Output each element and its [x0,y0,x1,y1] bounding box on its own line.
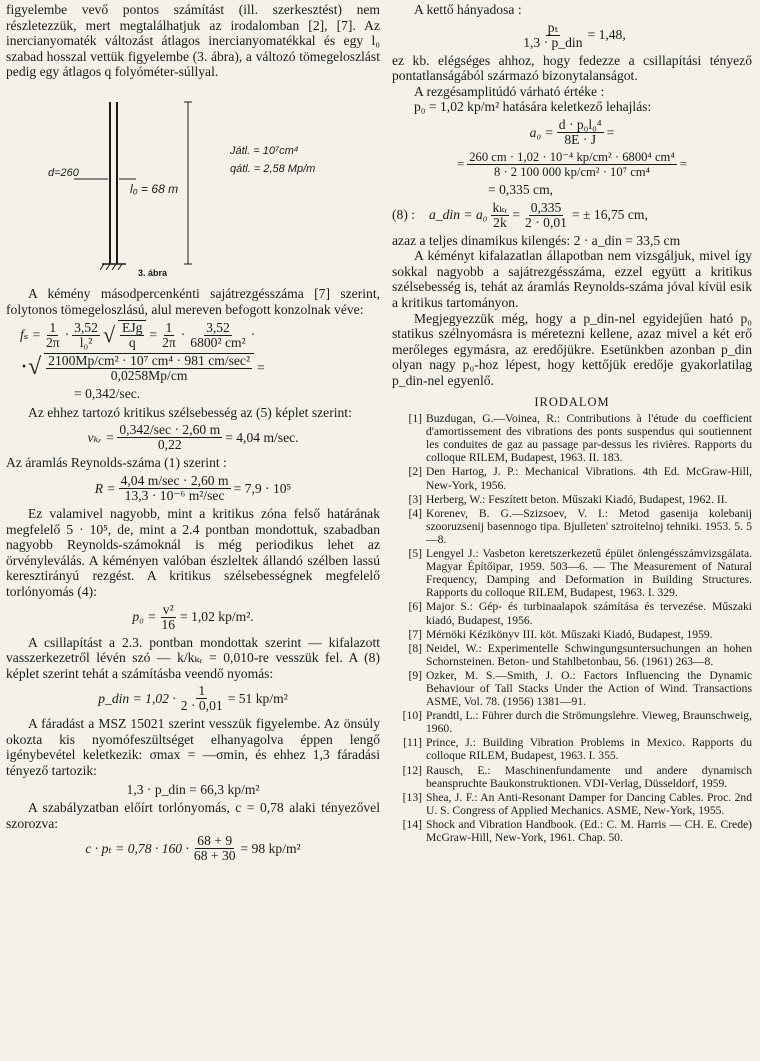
equation-fs: fₛ = $\frac{1}{2\pi}$ · $\frac{3,52}{\text{l₀²}}$ √ $\frac{\text{EJg}}{q}$ = $\frac{1}{2\pi}$ · $\frac{3,52}{\text{6800² cm²}}$ · [20,319,256,351]
reference-number: [1] [408,412,422,426]
inertia-label: Játl. = 10⁷cm⁴ [230,144,299,157]
equation-a0: a₀ = $\frac{\text{d · p₀l₀⁴}}{8E \cdot J}$ = [529,116,615,147]
reference-number: [9] [408,668,422,682]
reference-text: Buzdugan, G.—Voinea, R.: Contributions à l'étude du coefficient d'amortissement des vibrations des ponts suspendus qui soutiennent les conduites de gaz au passage par-dessus les rivières. Rapports du colloque RILEM, Budapest, 1963. II. 183. [426,412,752,465]
equation-cpt: c · pₜ = 0,78 · 160 · $\frac{68 + 9}{68 + 30}$ = 98 kp/m² [85,833,301,864]
weight-label: qátl. = 2,58 Mp/m [230,162,316,175]
reference-item [392,764,752,790]
figure-3 [6,84,380,280]
equation-a0-expanded: = $\frac{\text{260 cm · 1,02 · 10⁻⁴ kp/cm² · 6800⁴ cm⁴}}{\text{8 · 2 100 000 kp/cm² · 10⁷ cm⁴}}$ = [457,149,687,179]
equation-result: = 0,342/sec. [74,386,141,402]
reference-item [392,642,752,668]
paragraph-standard: A szabályzatban előírt torlónyomás, c = 0,78 alaki tényezővel szorozva: [6,800,380,831]
reference-item [392,736,752,762]
references-list [392,412,752,844]
reference-text: Shea, J. F.: An Anti-Resonant Damper for Dancing Cables. Proc. 2nd U. S. Congress of Applied Mechanics. ASME, New-York, 1955. [426,790,752,817]
paragraph-damping: A csillapítást a 2.3. pontban mondottak szerint — kifalazott vasszerkezetről lévén szó — k/kₖᵣ = 0,010-re vesszük fel. A (8) képlet szerint tehát a számításba veendő nyomás: [6,634,380,681]
cantilever-diagram [6,84,380,280]
reference-number: [13] [402,790,422,804]
reference-text: Rausch, E.: Maschinenfundamente und andere dynamisch beanspruchte Baukonstruktionen. VDI-Verlag, Düsseldorf, 1959. [426,763,752,790]
reference-number: [8] [408,641,422,655]
reference-text: Den Hartog, J. P.: Mechanical Vibrations. 4th Ed. McGraw-Hill, New-York, 1956. [426,465,752,492]
reference-number: [6] [408,600,422,614]
paragraph-intro: figyelembe vevő pontos számítást (ill. szerkesztést) nem részletezzük, mert megtalálhatjuk az irodalomban [2], [7]. Az inercianyomaték változást átlagos inercianyomatékkal és egy l₀ szabad hosszal vettük figyelembe (3. ábra), a változó tömegeloszlást pedig egy átlagos q folyóméter-súllyal. [6,2,380,80]
reference-text: Neidel, W.: Experimentelle Schwingungsuntersuchungen an hohen Schornsteinen. Beton- und Stahlbetonbau, 56. (1961) 263—8. [426,641,752,668]
paragraph-ratio: A kettő hányadosa : [414,2,522,17]
reference-text: Korenev, B. G.—Szizsoev, V. I.: Metod gasenija kolebanij szooruzsenij basennogo tipa. Bjulleten' sztroitelnoj tehniki. 1953. 5. 5—8. [426,506,752,546]
reference-text: Prince, J.: Building Vibration Problems in Mexico. Rapports du colloque RILEM, Budapest, 1963. I. 355. [426,736,752,763]
equation-a0-result: = 0,335 cm, [488,181,554,197]
paragraph-note: Megjegyezzük még, hogy a p_din-nel egyidejűen ható p₀ statikus szélnyomásra is méretezni kellene, azaz mivel a két erő merőleges egymásra, az eredőjükre. Esetünkben azonban p_din olyan nagy p₀-hoz lépest, hogy kettőjük eredője gyakorlatilag p_din-nel egyenlő. [392,310,752,388]
reference-item [392,493,752,506]
paragraph-reynolds: Az áramlás Reynolds-száma (1) szerint : [6,455,227,471]
reference-item [392,669,752,708]
reference-text: Mérnöki Kézikönyv III. köt. Műszaki Kiadó, Budapest, 1959. [426,627,713,641]
reference-number: [2] [408,465,422,479]
right-column [392,2,752,845]
reference-item [392,628,752,641]
reference-text: Herberg, W.: Feszített beton. Műszaki Kiadó, Budapest, 1962. II. [426,492,728,506]
paragraph-amplitude: A rezgésamplitúdó várható értéke : [414,83,605,99]
references-title: IRODALOM [534,394,610,409]
reference-number: [5] [408,547,422,561]
reference-text: Ozker, M. S.—Smith, J. O.: Factors Influencing the Dynamic Behaviour of Tall Stacks Under the Action of Wind. Transactions ASME, Vol. 78. (1956) 1381—91. [426,668,752,709]
reference-number: [10] [402,709,422,723]
reference-number: [12] [402,763,422,777]
paragraph-fatigue: A fáradást a MSZ 15021 szerint vesszük figyelembe. Az önsúly okozta kis nyomófeszültséget elhanyagolva éppen lengő igénybevétel keletkezik: σmax = —σmin, és ehhez 1,3 fáradási tényező tartozik: [6,716,380,779]
reference-text: Lengyel J.: Vasbeton keretszerkezetű épület önlengésszámvizsgálata. Magyar Építőipar, 1959. 503—6. — The Measurement of Natural Frequency, Damping and Deformation in Building Structures. Rapports du colloque RILEM, Budapest, 1963. I. 329. [426,547,752,600]
equation-adin: (8) : a_din = a₀ $\frac{\text{kₖᵣ}}{2k}$ = $\frac{0,335}{2 \cdot 0,01}$ = ± 16,75 cm, [392,199,648,230]
reference-text: Major S.: Gép- és turbinaalapok számítása és tervezése. Műszaki kiadó, Budapest, 1956. [426,600,752,627]
reference-text: Shock and Vibration Handbook. (Ed.: C. M. Harris — CH. E. Crede) McGraw-Hill, New-York, 1961. Chap. 50. [426,817,752,844]
reference-number: [4] [408,506,422,520]
equation-p0: p₀ = $\frac{\text{v²}}{16}$ = 1,02 kp/m². [132,601,254,632]
reference-number: [11] [403,736,422,750]
figure-caption: 3. ábra [138,267,168,278]
paragraph-zone: Ez valamivel nagyobb, mint a kritikus zóna felső határának megfelelő 5 · 10⁵, de, mint a 2.4 pontban mondottuk, szabadban nagyobb Reynolds-számoknál is még periodikus lehet az örvényleválás. A kéményen valóban észleltek állandó szélben lassú keresztirányú rezgést. A kritikus szélsebességnek megfelelő torlónyomás (4): [6,505,380,599]
paragraph-vkr: Az ehhez tartozó kritikus szélsebesség az (5) képlet szerint: [28,404,352,420]
left-column [6,2,380,866]
paragraph-ratio-2: ez kb. elégséges ahhoz, hogy fedezze a csillapítási tényező pontatlanságából származó bizonytalanságot. [392,52,752,84]
reference-item [392,818,752,844]
equation-ratio: $\frac{\text{pₜ}}{\text{1,3 · p\_din}}$ = 1,48, [523,19,626,50]
equation-sqrt: ·√ $\frac{\text{2100Mp/cm² · 10⁷ cm⁴ · 981 cm/sec²}}{0,0258Mp/cm}$ = [20,353,265,384]
reference-item [392,709,752,735]
reference-item [392,507,752,546]
equation-reynolds: R = $\frac{4,04 m/\sec \cdot 2,60 m}{\text{13,3 · 10⁻⁶ m²/sec}}$ = 7,9 · 10⁵ [94,472,292,503]
equation-vkr: vₖᵣ = $\frac{0,342/\sec \cdot 2,60 m}{0,22}$ = 4,04 m/sec. [87,422,299,453]
reference-number: [14] [402,817,422,831]
reference-item [392,791,752,817]
reference-item [392,465,752,491]
reference-item [392,600,752,626]
length-label: l₀ = 68 m [130,181,179,196]
equation-pdin: p_din = 1,02 · $\frac{1}{2 \cdot 0,01}$ = 51 kp/m² [98,683,288,714]
paragraph-unlined: A kéményt kifalazatlan állapotban nem vizsgáljuk, mivel így sokkal nagyobb a sajátrezgésszáma, ezzel együtt a kritikus szélsebesség is, tehát az áramlás Reynolds-száma jóval kívül esik a kritikus tartományon. [392,248,752,310]
reference-text: Prandtl, L.: Führer durch die Strömungslehre. Vieweg, Braunschweig, 1960. [426,709,752,736]
paragraph-total: azaz a teljes dinamikus kilengés: 2 · a_din = 33,5 cm [392,232,681,248]
paragraph-amplitude-2: p₀ = 1,02 kp/m² hatására keletkező lehajlás: [414,99,652,115]
paragraph-frequency: A kémény másodpercenkénti sajátrezgésszáma [7] szerint, folytonos tömegeloszlású, alul mereven befogott konzolnak véve: [6,285,380,317]
reference-item [392,547,752,599]
reference-number: [7] [408,627,422,641]
reference-item [392,412,752,464]
equation-fatigue: 1,3 · p_din = 66,3 kp/m² [126,781,260,797]
reference-number: [3] [408,492,422,506]
diameter-label: d=260 [48,166,79,179]
